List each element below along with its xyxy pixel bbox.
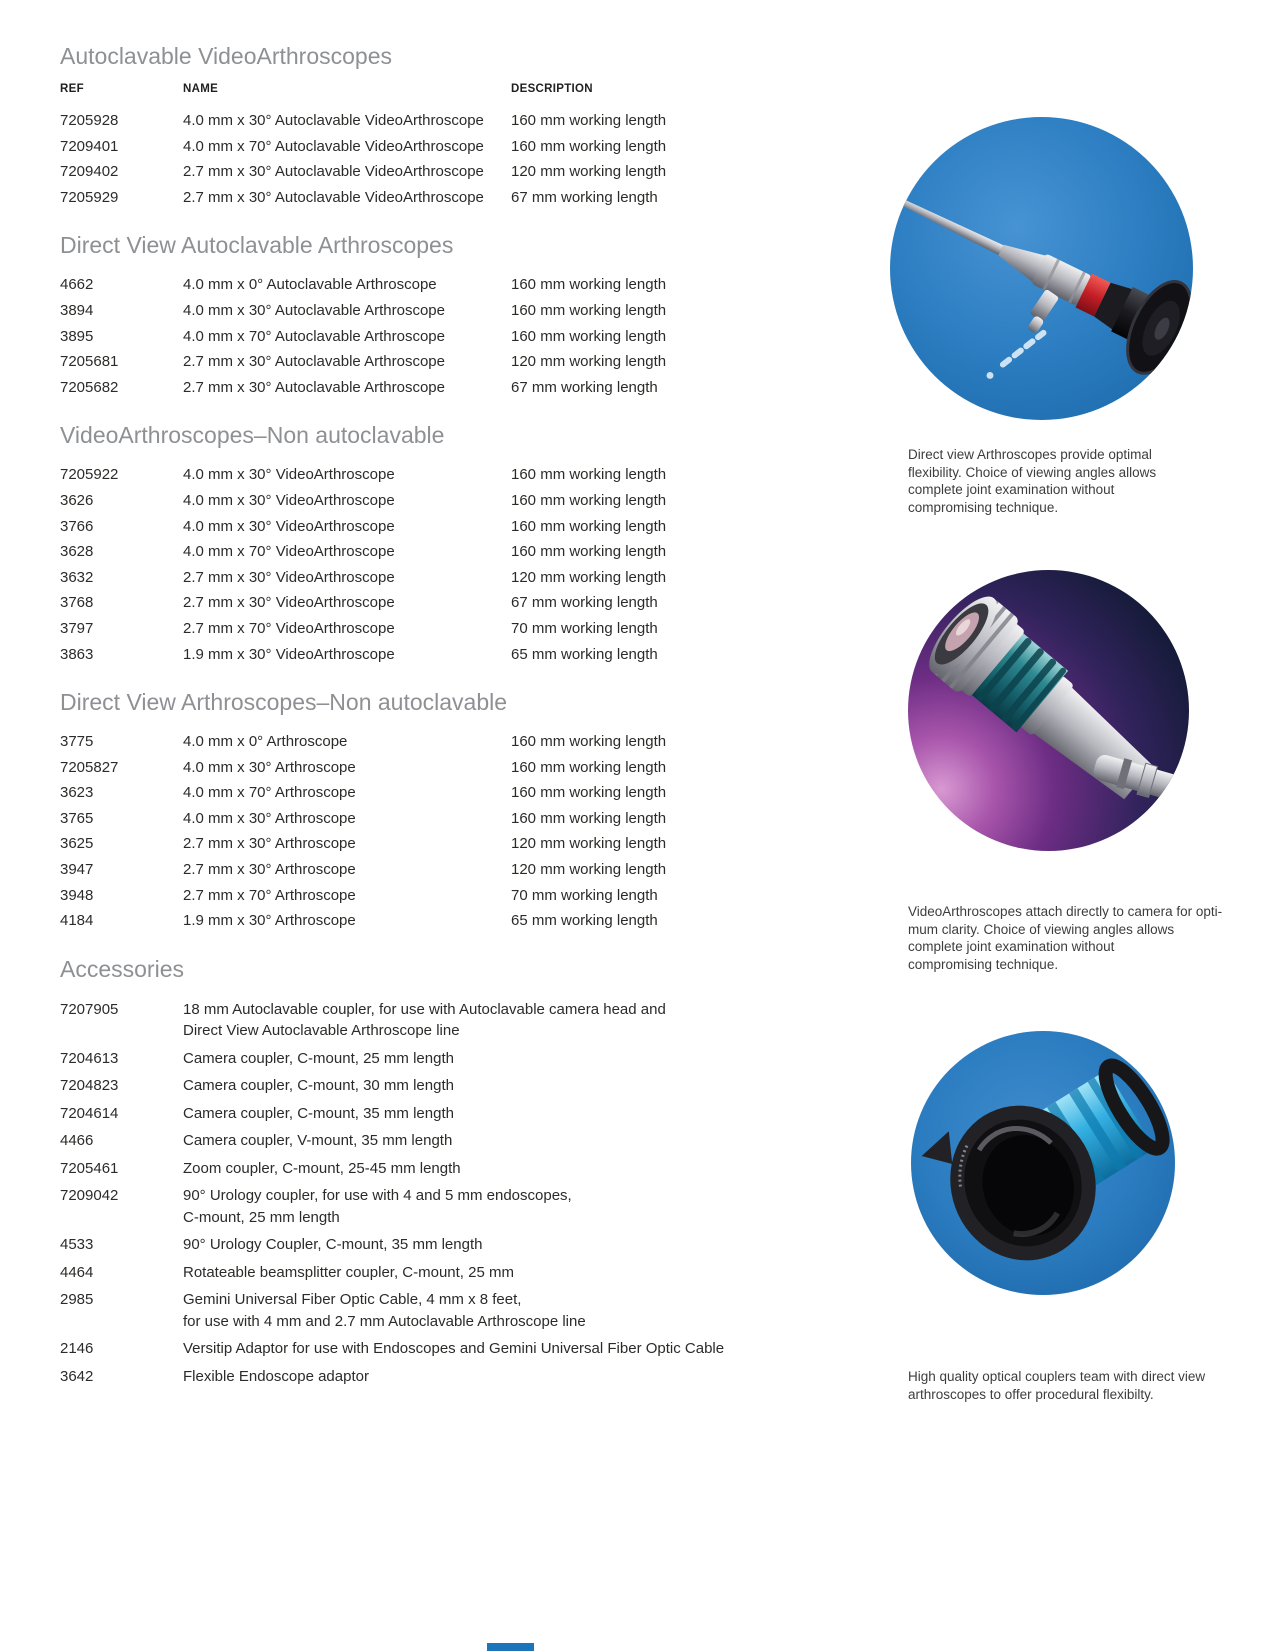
caption-line: complete joint examination without bbox=[908, 939, 1115, 954]
table-row bbox=[60, 806, 822, 832]
table-row bbox=[60, 375, 822, 401]
name-cell: 2.7 mm x 30° Arthroscope bbox=[183, 861, 356, 879]
ref-cell: 4662 bbox=[60, 276, 94, 294]
name-cell: 4.0 mm x 30° Arthroscope bbox=[183, 809, 356, 827]
ref-cell: 7205681 bbox=[60, 353, 119, 371]
name-cell: 4.0 mm x 0° Autoclavable Arthroscope bbox=[183, 276, 437, 294]
table-row bbox=[60, 1072, 822, 1100]
name-cell: 2.7 mm x 30° Arthroscope bbox=[183, 835, 356, 853]
ref-cell: 3948 bbox=[60, 886, 94, 904]
caption-line: compromising technique. bbox=[908, 499, 1059, 515]
table-row bbox=[60, 1100, 822, 1128]
ref-cell: 7204614 bbox=[60, 1104, 119, 1122]
description-cell: 120 mm working length bbox=[511, 568, 667, 586]
table-row bbox=[60, 996, 822, 1045]
name-line: Flexible Endoscope adaptor bbox=[183, 1367, 369, 1385]
name-cell: 4.0 mm x 30° VideoArthroscope bbox=[183, 491, 395, 509]
ref-cell: 3642 bbox=[60, 1367, 94, 1385]
caption-line: mum clarity. Choice of viewing angles allows bbox=[908, 921, 1175, 937]
table-row bbox=[60, 729, 822, 755]
section-title: VideoArthroscopes–Non autoclavable bbox=[60, 422, 445, 449]
description-cell: 160 mm working length bbox=[511, 733, 667, 751]
section-autoclavable-videoarthroscopes bbox=[60, 42, 822, 210]
table-row bbox=[60, 134, 822, 160]
name-line: Camera coupler, C-mount, 30 mm length bbox=[183, 1077, 454, 1095]
name-line: 90° Urology Coupler, C-mount, 35 mm length bbox=[183, 1236, 483, 1254]
name-cell: 1.9 mm x 30° Arthroscope bbox=[183, 912, 356, 930]
table-row bbox=[60, 159, 822, 185]
ref-cell: 7204613 bbox=[60, 1049, 119, 1067]
ref-cell: 3625 bbox=[60, 835, 94, 853]
caption-line: flexibility. Choice of viewing angles allows bbox=[908, 464, 1157, 480]
description-cell: 120 mm working length bbox=[511, 353, 667, 371]
name-line: Camera coupler, V-mount, 35 mm length bbox=[183, 1132, 453, 1150]
table-row bbox=[60, 272, 822, 298]
name-cell: 2.7 mm x 30° VideoArthroscope bbox=[183, 568, 395, 586]
section-accessories bbox=[60, 955, 822, 1391]
direct-view-arthroscope-photo bbox=[890, 117, 1193, 420]
table-row bbox=[60, 1259, 822, 1287]
ref-cell: 3863 bbox=[60, 645, 94, 663]
ref-cell: 3768 bbox=[60, 594, 94, 612]
table-row bbox=[60, 616, 822, 642]
ref-cell: 2985 bbox=[60, 1291, 94, 1309]
ref-cell: 4533 bbox=[60, 1236, 94, 1254]
videoarthroscope-eyepiece-photo bbox=[908, 570, 1189, 851]
name-cell bbox=[183, 1185, 822, 1228]
col-header-ref: REF bbox=[60, 83, 84, 95]
name-cell bbox=[183, 1338, 822, 1360]
table-row bbox=[60, 185, 822, 211]
table-row bbox=[60, 1182, 822, 1231]
ref-cell: 3766 bbox=[60, 517, 94, 535]
table-row bbox=[60, 108, 822, 134]
name-cell bbox=[183, 1048, 822, 1070]
table-row bbox=[60, 642, 822, 668]
name-cell: 2.7 mm x 30° Autoclavable VideoArthroscope bbox=[183, 163, 484, 181]
name-cell: 1.9 mm x 30° VideoArthroscope bbox=[183, 645, 395, 663]
section-direct-view-autoclavable-arthroscopes bbox=[60, 231, 822, 400]
description-cell: 160 mm working length bbox=[511, 809, 667, 827]
name-cell bbox=[183, 1289, 822, 1332]
name-cell bbox=[183, 1103, 822, 1125]
description-cell: 160 mm working length bbox=[511, 758, 667, 776]
name-cell bbox=[183, 1158, 822, 1180]
description-cell: 120 mm working length bbox=[511, 163, 667, 181]
ref-cell: 7207905 bbox=[60, 1000, 119, 1018]
ref-cell: 3626 bbox=[60, 491, 94, 509]
name-line: Gemini Universal Fiber Optic Cable, 4 mm x 8 feet, bbox=[183, 1291, 522, 1309]
description-cell: 70 mm working length bbox=[511, 619, 658, 637]
table-row bbox=[60, 298, 822, 324]
ref-cell: 7205682 bbox=[60, 378, 119, 396]
table-row bbox=[60, 1231, 822, 1259]
table-row bbox=[60, 514, 822, 540]
name-cell: 4.0 mm x 30° VideoArthroscope bbox=[183, 466, 395, 484]
name-cell bbox=[183, 1234, 822, 1256]
ref-cell: 3895 bbox=[60, 327, 94, 345]
name-line: for use with 4 mm and 2.7 mm Autoclavable Arthroscope line bbox=[183, 1312, 586, 1330]
description-cell: 160 mm working length bbox=[511, 137, 667, 155]
name-cell: 4.0 mm x 0° Arthroscope bbox=[183, 733, 348, 751]
ref-cell: 3623 bbox=[60, 784, 94, 802]
description-cell: 160 mm working length bbox=[511, 327, 667, 345]
section-direct-view-arthroscopes-non-autoclavable bbox=[60, 688, 822, 934]
name-cell bbox=[183, 999, 822, 1042]
table-row bbox=[60, 565, 822, 591]
description-cell: 120 mm working length bbox=[511, 861, 667, 879]
table-row bbox=[60, 1363, 822, 1391]
ref-cell: 3765 bbox=[60, 809, 94, 827]
name-line: 18 mm Autoclavable coupler, for use with Autoclavable camera head and bbox=[183, 1000, 666, 1018]
description-cell: 160 mm working length bbox=[511, 301, 667, 319]
section-videoarthroscopes-non-autoclavable bbox=[60, 421, 822, 667]
caption-line: arthroscopes to offer procedural flexibilty. bbox=[908, 1386, 1154, 1402]
ref-cell: 3628 bbox=[60, 543, 94, 561]
description-cell: 160 mm working length bbox=[511, 517, 667, 535]
description-cell: 160 mm working length bbox=[511, 276, 667, 294]
ref-cell: 4466 bbox=[60, 1132, 94, 1150]
page-footer-tab bbox=[487, 1643, 534, 1651]
name-line: Versitip Adaptor for use with Endoscopes and Gemini Universal Fiber Optic Cable bbox=[183, 1340, 725, 1358]
name-cell: 2.7 mm x 30° VideoArthroscope bbox=[183, 594, 395, 612]
name-cell bbox=[183, 1130, 822, 1152]
table-row bbox=[60, 590, 822, 616]
ref-cell: 7205928 bbox=[60, 112, 119, 129]
ref-cell: 3775 bbox=[60, 733, 94, 751]
figure-caption bbox=[908, 446, 1253, 516]
description-cell: 67 mm working length bbox=[511, 188, 658, 206]
eyepiece-illustration bbox=[908, 570, 1189, 851]
description-cell: 65 mm working length bbox=[511, 645, 658, 663]
optical-coupler-photo bbox=[911, 1031, 1175, 1295]
name-cell bbox=[183, 1075, 822, 1097]
table-row bbox=[60, 1335, 822, 1363]
table-row bbox=[60, 755, 822, 781]
arthroscope-illustration bbox=[890, 117, 1193, 420]
table-row bbox=[60, 883, 822, 909]
figure-caption bbox=[908, 1368, 1253, 1403]
name-cell: 2.7 mm x 30° Autoclavable Arthroscope bbox=[183, 378, 445, 396]
section-title: Autoclavable VideoArthroscopes bbox=[60, 43, 393, 69]
name-line: C-mount, 25 mm length bbox=[183, 1208, 340, 1226]
name-cell: 4.0 mm x 70° VideoArthroscope bbox=[183, 543, 395, 561]
name-cell: 4.0 mm x 70° Autoclavable VideoArthroscope bbox=[183, 137, 484, 155]
description-cell: 160 mm working length bbox=[511, 112, 667, 129]
col-header-name: NAME bbox=[183, 83, 219, 95]
table-row bbox=[60, 349, 822, 375]
description-cell: 160 mm working length bbox=[511, 784, 667, 802]
ref-cell: 7209402 bbox=[60, 163, 119, 181]
description-cell: 67 mm working length bbox=[511, 378, 658, 396]
ref-cell: 7205461 bbox=[60, 1159, 119, 1177]
table-row bbox=[60, 462, 822, 488]
name-line: Rotateable beamsplitter coupler, C-mount, 25 mm bbox=[183, 1263, 514, 1281]
ref-cell: 7209401 bbox=[60, 137, 119, 155]
table-row bbox=[60, 857, 822, 883]
caption-line: VideoArthroscopes attach directly to camera for opti- bbox=[908, 904, 1223, 919]
description-cell: 120 mm working length bbox=[511, 835, 667, 853]
name-cell: 4.0 mm x 30° Autoclavable VideoArthroscope bbox=[183, 112, 484, 129]
ref-cell: 3797 bbox=[60, 619, 94, 637]
figure-caption bbox=[908, 903, 1253, 973]
caption-line: Direct view Arthroscopes provide optimal bbox=[908, 447, 1152, 462]
table-header-row bbox=[60, 83, 822, 95]
description-cell: 160 mm working length bbox=[511, 491, 667, 509]
ref-cell: 3947 bbox=[60, 861, 94, 879]
name-cell bbox=[183, 1262, 822, 1284]
name-cell: 2.7 mm x 70° VideoArthroscope bbox=[183, 619, 395, 637]
name-line: 90° Urology coupler, for use with 4 and 5 mm endoscopes, bbox=[183, 1187, 572, 1205]
name-cell: 2.7 mm x 30° Autoclavable VideoArthroscope bbox=[183, 188, 484, 206]
ref-cell: 4464 bbox=[60, 1263, 94, 1281]
description-cell: 67 mm working length bbox=[511, 594, 658, 612]
table-row bbox=[60, 1045, 822, 1073]
name-cell: 4.0 mm x 70° Autoclavable Arthroscope bbox=[183, 327, 445, 345]
caption-line: High quality optical couplers team with direct view bbox=[908, 1369, 1206, 1384]
name-cell: 4.0 mm x 30° Autoclavable Arthroscope bbox=[183, 301, 445, 319]
name-cell: 2.7 mm x 70° Arthroscope bbox=[183, 886, 356, 904]
section-title: Direct View Arthroscopes–Non autoclavable bbox=[60, 689, 508, 716]
description-cell: 70 mm working length bbox=[511, 886, 658, 904]
table-row bbox=[60, 831, 822, 857]
name-line: Direct View Autoclavable Arthroscope line bbox=[183, 1022, 460, 1040]
section-title: Accessories bbox=[60, 955, 184, 982]
name-cell: 2.7 mm x 30° Autoclavable Arthroscope bbox=[183, 353, 445, 371]
name-line: Zoom coupler, C-mount, 25-45 mm length bbox=[183, 1159, 461, 1177]
caption-line: complete joint examination without bbox=[908, 482, 1115, 497]
table-row bbox=[60, 780, 822, 806]
table-row bbox=[60, 908, 822, 934]
name-cell: 4.0 mm x 30° Arthroscope bbox=[183, 758, 356, 776]
name-cell: 4.0 mm x 30° VideoArthroscope bbox=[183, 517, 395, 535]
product-tables bbox=[60, 42, 822, 1411]
ref-cell: 7205929 bbox=[60, 188, 119, 206]
description-cell: 160 mm working length bbox=[511, 543, 667, 561]
name-cell bbox=[183, 1366, 822, 1388]
ref-cell: 7209042 bbox=[60, 1187, 119, 1205]
ref-cell: 3632 bbox=[60, 568, 94, 586]
ref-cell: 7205827 bbox=[60, 758, 119, 776]
table-row bbox=[60, 1286, 822, 1335]
col-header-description: DESCRIPTION bbox=[511, 83, 593, 95]
ref-cell: 2146 bbox=[60, 1340, 94, 1358]
description-cell: 65 mm working length bbox=[511, 912, 658, 930]
ref-cell: 4184 bbox=[60, 912, 94, 930]
table-row bbox=[60, 488, 822, 514]
ref-cell: 7205922 bbox=[60, 466, 119, 484]
table-row bbox=[60, 1127, 822, 1155]
caption-line: compromising technique. bbox=[908, 956, 1059, 972]
name-line: Camera coupler, C-mount, 25 mm length bbox=[183, 1049, 454, 1067]
coupler-illustration bbox=[911, 1031, 1175, 1295]
description-cell: 160 mm working length bbox=[511, 466, 667, 484]
table-row bbox=[60, 324, 822, 350]
table-row bbox=[60, 1155, 822, 1183]
name-cell: 4.0 mm x 70° Arthroscope bbox=[183, 784, 356, 802]
ref-cell: 3894 bbox=[60, 301, 94, 319]
name-line: Camera coupler, C-mount, 35 mm length bbox=[183, 1104, 454, 1122]
section-title: Direct View Autoclavable Arthroscopes bbox=[60, 232, 454, 259]
table-row bbox=[60, 539, 822, 565]
ref-cell: 7204823 bbox=[60, 1077, 119, 1095]
